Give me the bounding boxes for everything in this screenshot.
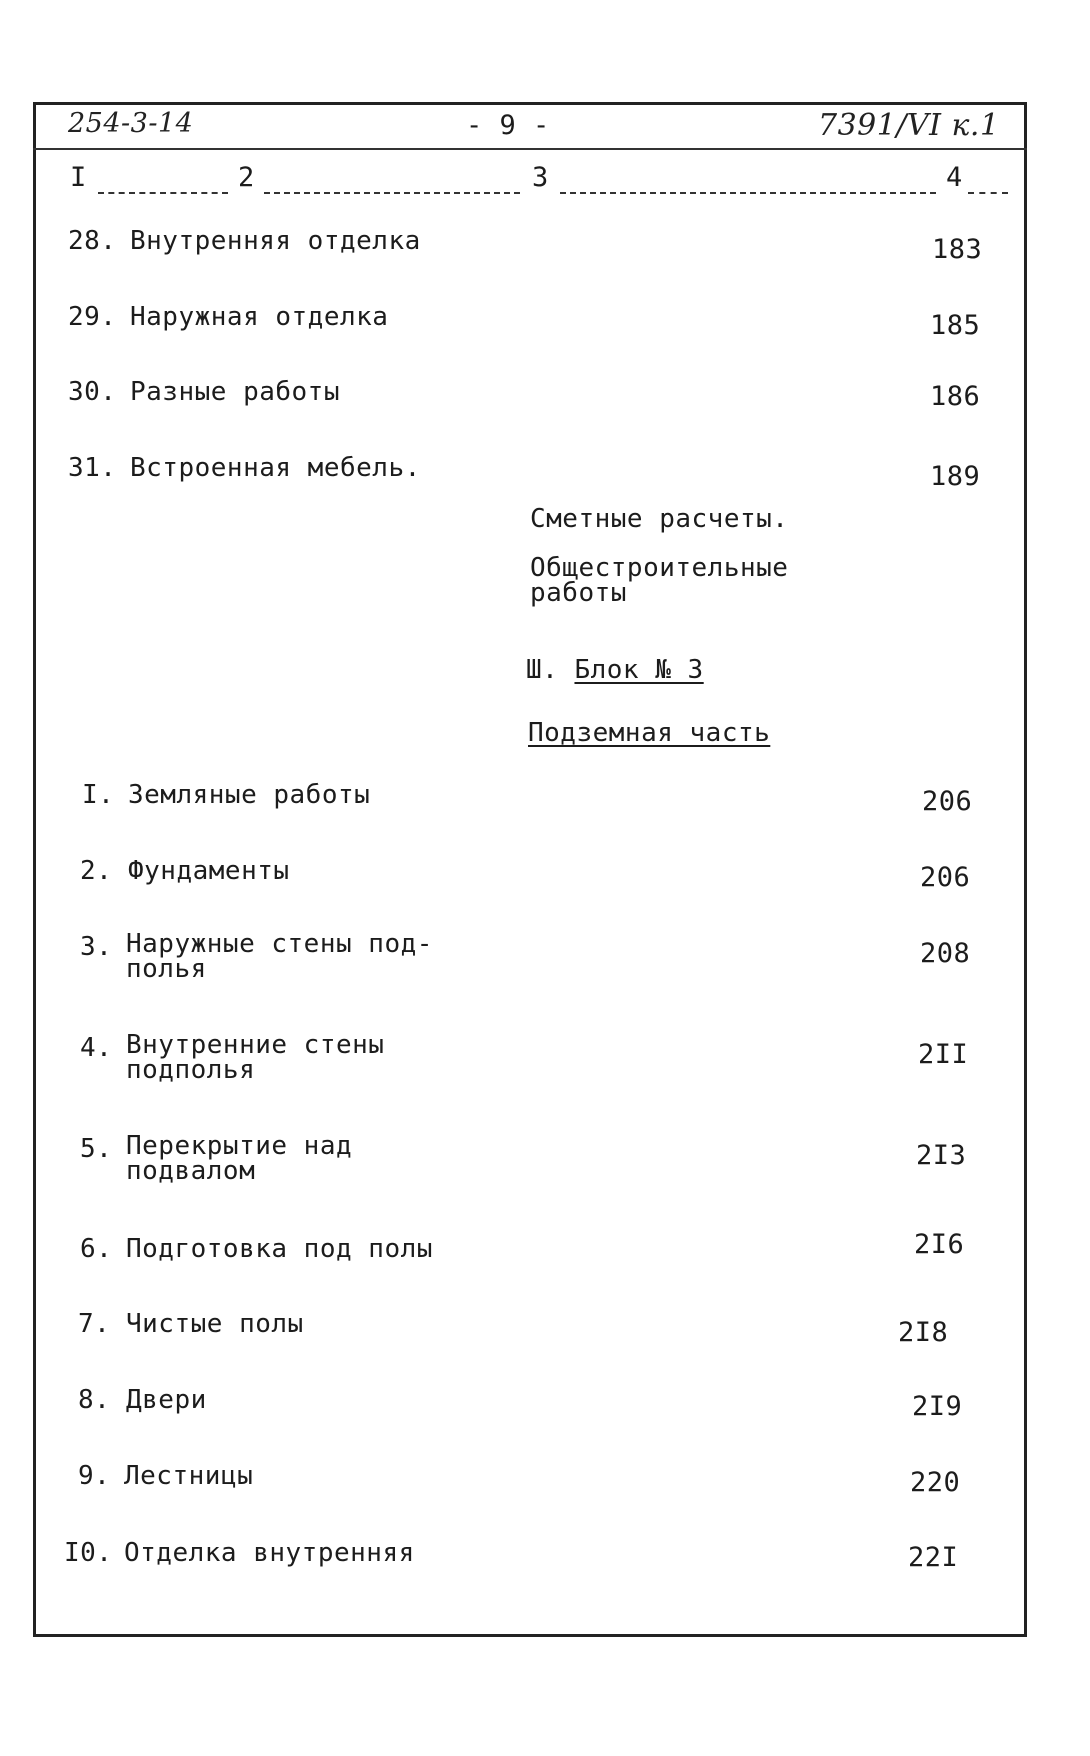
part-title: Подземная часть: [528, 718, 771, 748]
item-number: 31.: [68, 453, 117, 483]
item-name-line1: Наружные стены под-: [126, 929, 433, 959]
column-number-2: 2: [238, 162, 255, 193]
item-name-line1: Внутренние стены: [126, 1030, 385, 1060]
section-general-line2: работы: [530, 578, 627, 608]
item-number: 4.: [80, 1033, 113, 1063]
item-name: Чистые полы: [126, 1309, 304, 1339]
item-number: 5.: [80, 1134, 113, 1164]
header-divider: [33, 148, 1027, 150]
item-name: Подготовка под полы: [126, 1234, 433, 1264]
item-page: 185: [930, 310, 981, 341]
column-dashes: [560, 192, 936, 194]
item-name: Разные работы: [130, 377, 340, 407]
block-roman-numeral: Ш.: [526, 655, 559, 685]
item-name: [126, 1131, 353, 1186]
item-number: I.: [82, 780, 115, 810]
column-dashes: [968, 192, 1008, 194]
section-estimates: Сметные расчеты.: [530, 504, 789, 534]
section-general-works: [530, 553, 789, 608]
item-name: Встроенная мебель.: [130, 453, 421, 483]
item-name: Фундаменты: [128, 856, 290, 886]
item-name: [126, 929, 433, 984]
archive-code: 7391/VI к.1: [818, 108, 1000, 143]
column-number-3: 3: [532, 162, 549, 193]
item-page: 183: [932, 234, 983, 265]
column-number-4: 4: [946, 162, 963, 193]
item-page: 2I3: [916, 1140, 967, 1171]
item-page: 22I: [908, 1542, 959, 1573]
item-number: 3.: [80, 932, 113, 962]
item-number: 6.: [80, 1234, 113, 1264]
item-page: 186: [930, 381, 981, 412]
item-page: 208: [920, 938, 971, 969]
item-number: I0.: [64, 1538, 113, 1568]
block-title: Блок № 3: [574, 655, 704, 685]
item-number: 28.: [68, 226, 117, 256]
item-name-line2: полья: [126, 954, 207, 984]
item-number: 7.: [78, 1309, 111, 1339]
item-name-line1: Перекрытие над: [126, 1131, 353, 1161]
item-number: 2.: [80, 856, 113, 886]
item-page: 2I9: [912, 1391, 963, 1422]
item-name: Двери: [126, 1385, 207, 1415]
column-number-1: I: [70, 162, 87, 193]
column-dashes: [98, 192, 228, 194]
section-general-line1: Общестроительные: [530, 553, 789, 583]
item-page: 206: [920, 862, 971, 893]
item-page: 206: [922, 786, 973, 817]
item-name: Отделка внутренняя: [124, 1538, 415, 1568]
item-number: 29.: [68, 302, 117, 332]
item-page: 2I8: [898, 1317, 949, 1348]
item-page: 2II: [918, 1039, 969, 1070]
item-page: 189: [930, 461, 981, 492]
item-page: 2I6: [914, 1229, 965, 1260]
item-name: Внутренняя отделка: [130, 226, 421, 256]
column-dashes: [264, 192, 520, 194]
block-heading: [526, 655, 704, 685]
item-name: Лестницы: [124, 1461, 254, 1491]
item-number: 9.: [78, 1461, 111, 1491]
item-name: Наружная отделка: [130, 302, 389, 332]
item-name-line2: подвалом: [126, 1156, 256, 1186]
document-code: 254-3-14: [68, 108, 194, 139]
item-number: 8.: [78, 1385, 111, 1415]
item-name-line2: подполья: [126, 1055, 256, 1085]
item-page: 220: [910, 1467, 961, 1498]
item-number: 30.: [68, 377, 117, 407]
page-number: - 9 -: [466, 110, 550, 141]
item-name: Земляные работы: [128, 780, 371, 810]
item-name: [126, 1030, 385, 1085]
